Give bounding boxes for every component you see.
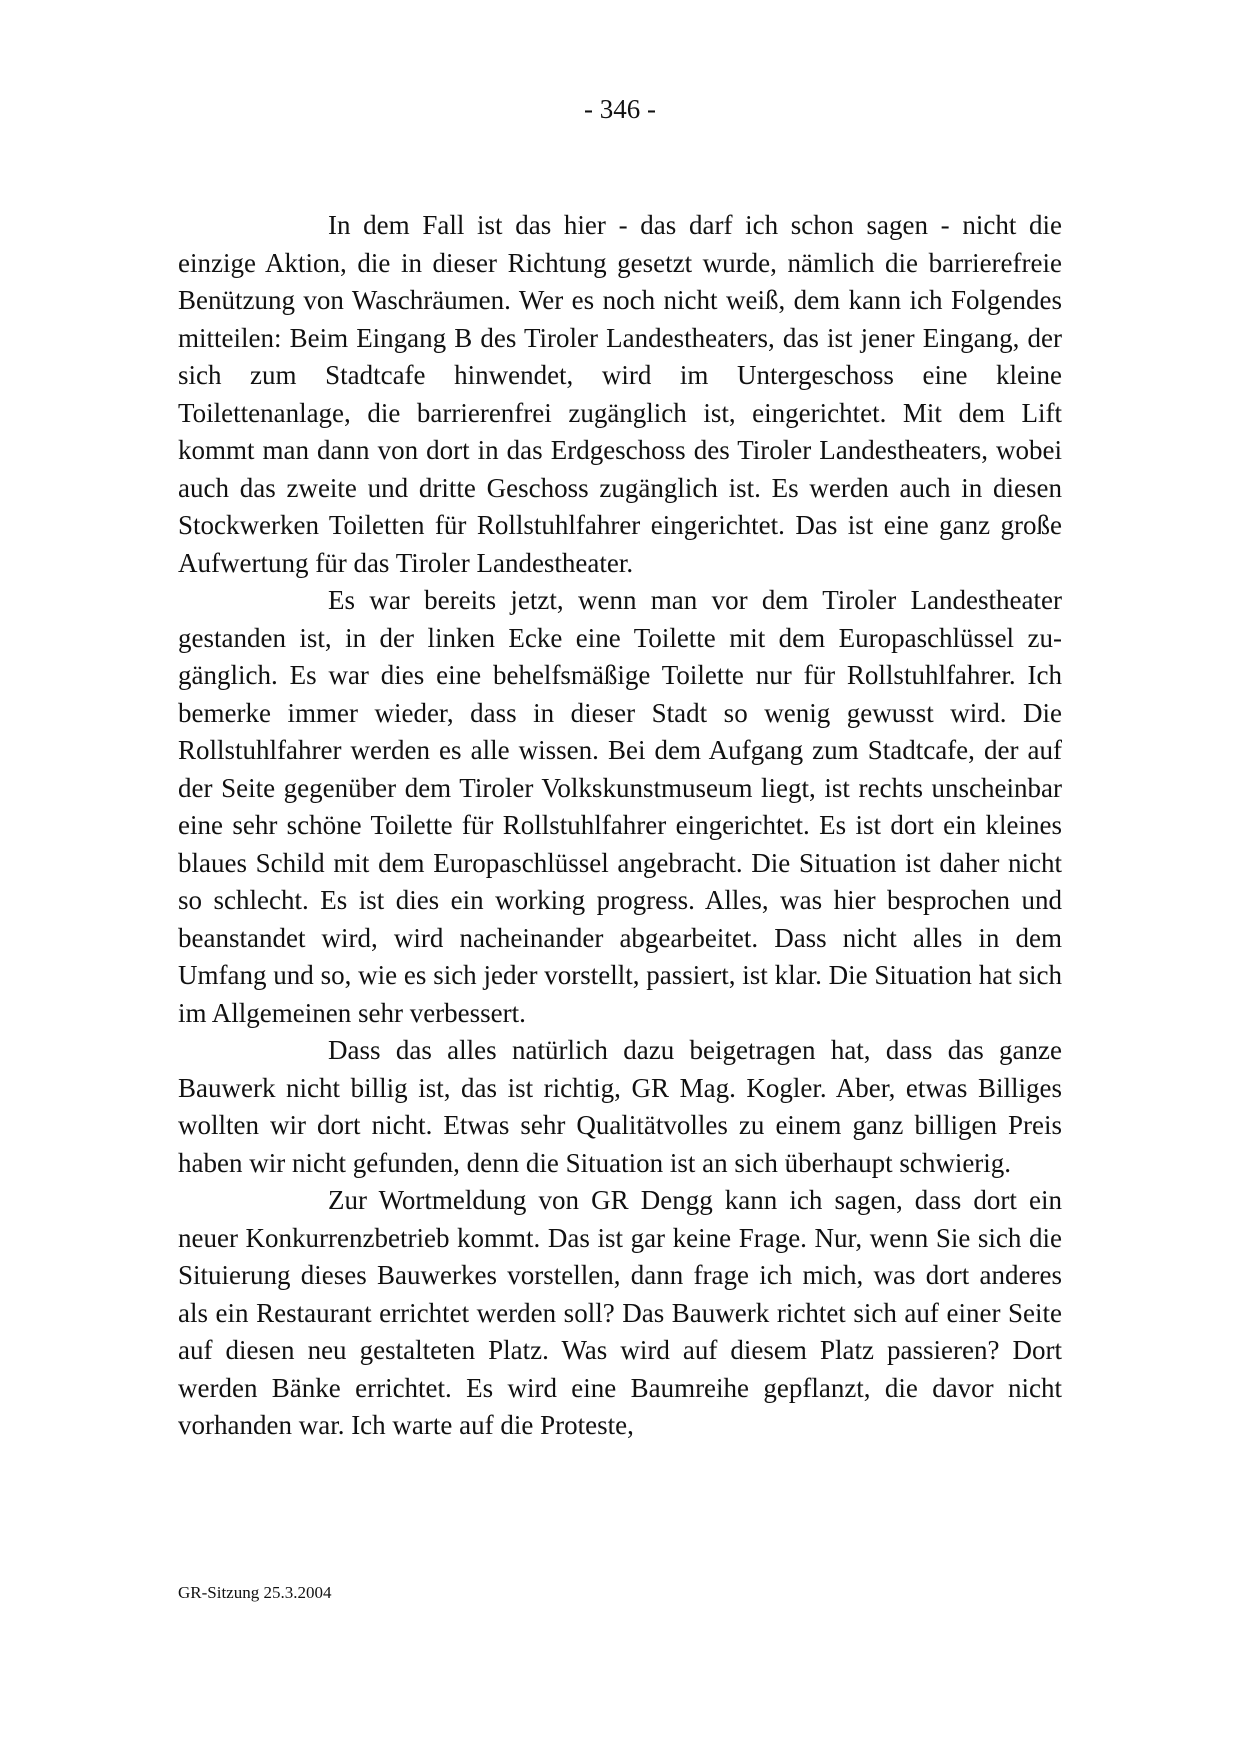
footer-session-date: GR-Sitzung 25.3.2004 bbox=[178, 1583, 332, 1602]
paragraph-4: Zur Wortmeldung von GR Dengg kann ich sagen, dass dort ein neuer Konkurrenzbetrieb kommt. Das ist gar keine Frage. Nur, wenn Sie sich die Situierung dieses Bauwerkes vorstellen, dann frage ich mich, was dort anderes als ein Restaurant errichtet werden soll? Das Bauwerk richtet sich auf einer Seite auf diesen neu gestalteten Platz. Was wird auf diesem Platz passieren? Dort werden Bänke errichtet. Es wird eine Baumreihe gepflanzt, die davor nicht vorhanden war. Ich warte auf die Proteste, bbox=[178, 1185, 1062, 1440]
paragraph-2: Es war bereits jetzt, wenn man vor dem Tiroler Landestheater gestanden ist, in der linken Ecke eine Toilette mit dem Europaschlüssel zugänglich. Es war dies eine behelfsmäßige Toilette nur für Rollstuhlfahrer. Ich bemerke immer wieder, dass in dieser Stadt so wenig gewusst wird. Die Rollstuhlfahrer werden es alle wissen. Bei dem Aufgang zum Stadtcafe, der auf der Seite gegenüber dem Tiroler Volkskunstmuseum liegt, ist rechts unscheinbar eine sehr schöne Toilette für Rollstuhlfahrer eingerichtet. Es ist dort ein kleines blaues Schild mit dem Europaschlüssel angebracht. Die Situation ist daher nicht so schlecht. Es ist dies ein working progress. Alles, was hier besprochen und beanstandet wird, wird nacheinander abgearbeitet. Dass nicht alles in dem Umfang und so, wie es sich jeder vorstellt, passiert, ist klar. Die Situation hat sich im Allgemeinen sehr verbessert. bbox=[178, 585, 1062, 1028]
body-text bbox=[178, 207, 1062, 1445]
paragraph-3: Dass das alles natürlich dazu beigetragen hat, dass das ganze Bauwerk nicht billig ist, das ist richtig, GR Mag. Kogler. Aber, etwas Billiges wollten wir dort nicht. Etwas sehr Qualitätvolles zu einem ganz billigen Preis haben wir nicht gefunden, denn die Situation ist an sich überhaupt schwierig. bbox=[178, 1035, 1062, 1178]
page-number: - 346 - bbox=[584, 94, 656, 124]
paragraph-1: In dem Fall ist das hier - das darf ich schon sagen - nicht die einzige Aktion, die in dieser Richtung gesetzt wurde, nämlich die barrierefreie Benützung von Waschräumen. Wer es noch nicht weiß, dem kann ich Folgendes mitteilen: Beim Eingang B des Tiroler Landestheaters, das ist jener Eingang, der sich zum Stadtcafe hinwendet, wird im Untergeschoss eine kleine Toilettenanlage, die barrierenfrei zugänglich ist, eingerichtet. Mit dem Lift kommt man dann von dort in das Erdgeschoss des Tiroler Landestheaters, wobei auch das zweite und dritte Geschoss zugänglich ist. Es werden auch in diesen Stockwerken Toiletten für Rollstuhlfahrer eingerichtet. Das ist eine ganz große Aufwertung für das Tiroler Landestheater. bbox=[178, 210, 1062, 578]
